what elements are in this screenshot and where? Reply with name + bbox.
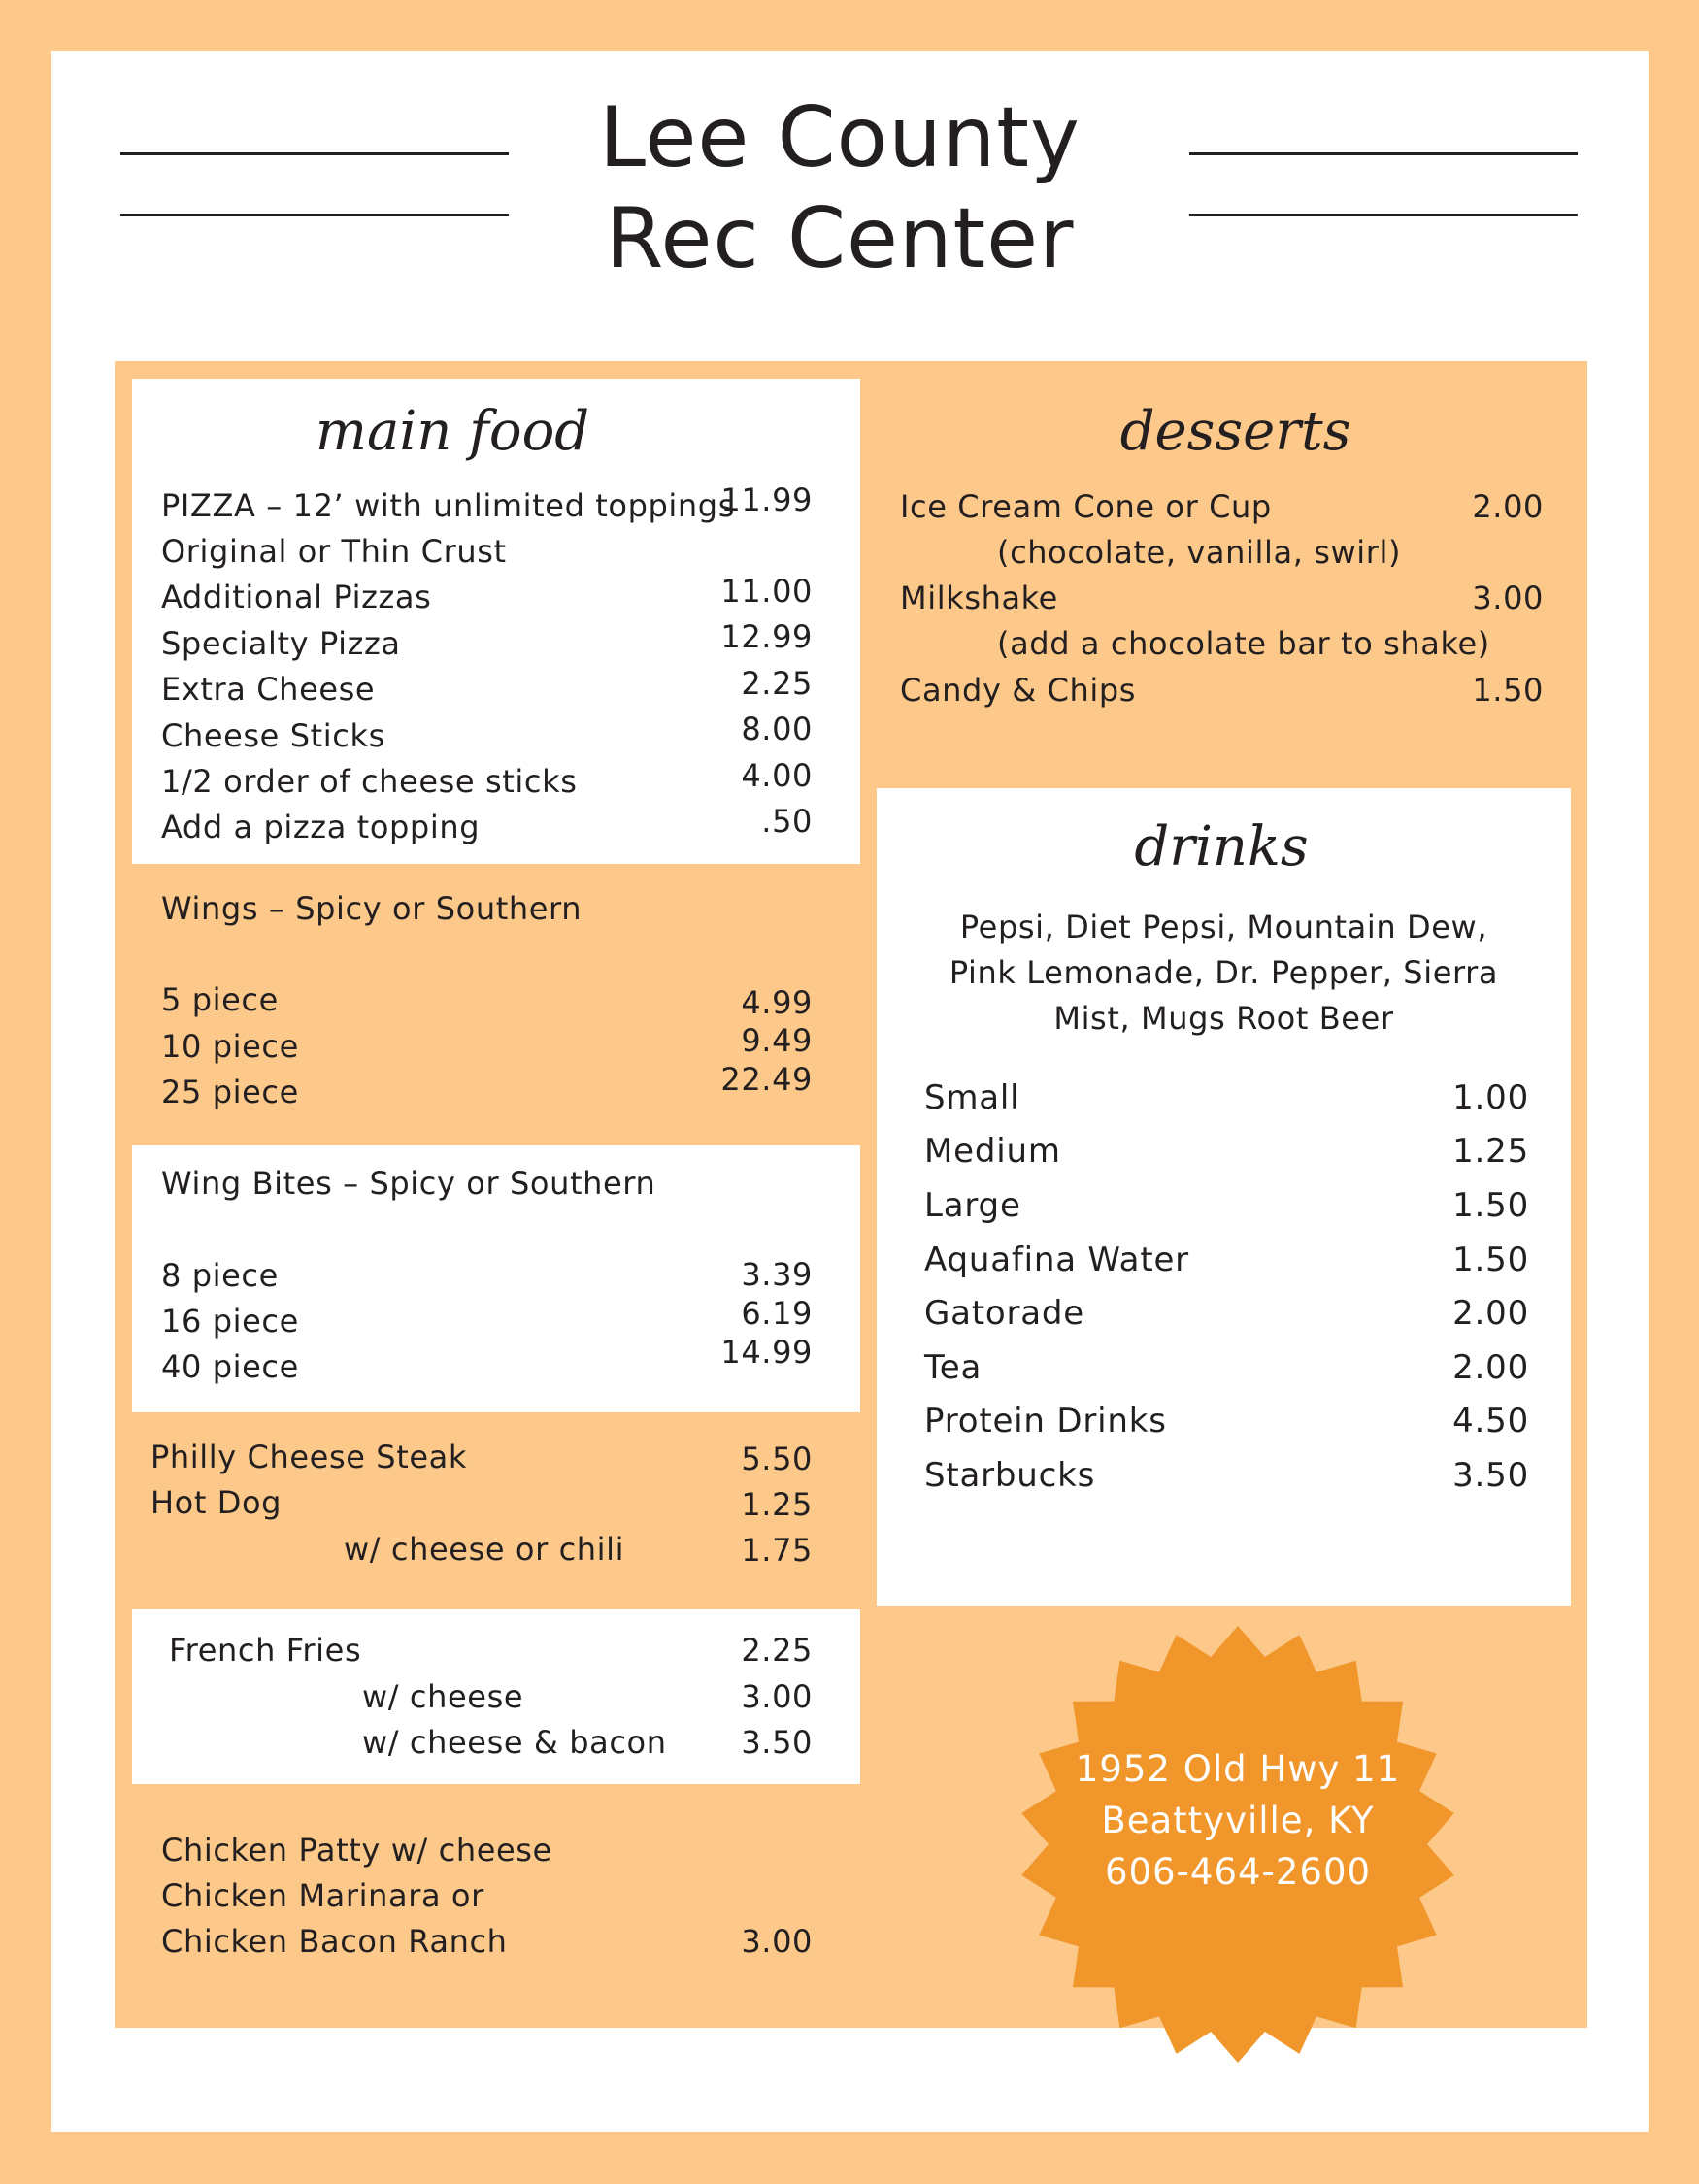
drink-price: 2.00 (1452, 1348, 1529, 1387)
menu-item: 40 piece (161, 1348, 299, 1385)
menu-item: Chicken Bacon Ranch (161, 1923, 508, 1960)
menu-price: 6.19 (741, 1295, 813, 1332)
menu-item: Chicken Patty w/ cheese (161, 1832, 552, 1869)
menu-price: 14.99 (720, 1334, 813, 1371)
drink-price: 3.50 (1452, 1456, 1529, 1495)
drinks-heading: drinks (1134, 815, 1309, 878)
menu-item-note: (add a chocolate bar to shake) (997, 625, 1490, 662)
menu-price: 11.00 (720, 573, 813, 610)
menu-item: w/ cheese & bacon (362, 1724, 667, 1761)
address-phone: 606-464-2600 (1104, 1851, 1372, 1893)
menu-price: 3.00 (741, 1678, 813, 1715)
drink-item: Starbucks (924, 1456, 1096, 1495)
menu-price: 4.99 (741, 984, 813, 1021)
menu-item: w/ cheese or chili (344, 1531, 625, 1568)
menu-price: 1.75 (741, 1532, 813, 1569)
drink-price: 1.00 (1452, 1078, 1529, 1117)
drink-price: 2.00 (1452, 1294, 1529, 1333)
header-rule (120, 152, 509, 155)
menu-price: 1.25 (741, 1486, 813, 1523)
menu-item: Original or Thin Crust (161, 533, 507, 570)
drink-price: 1.25 (1452, 1132, 1529, 1171)
title-line-1: Lee County (599, 89, 1081, 186)
menu-price: 8.00 (741, 711, 813, 747)
header-rule (1189, 214, 1578, 216)
menu-price: 2.25 (741, 665, 813, 702)
menu-price: 3.00 (741, 1923, 813, 1960)
address-city: Beattyville, KY (1101, 1800, 1375, 1841)
menu-price: 22.49 (720, 1061, 813, 1098)
menu-item: Extra Cheese (161, 671, 376, 708)
menu-price: 11.99 (720, 481, 813, 518)
wing-bites-title: Wing Bites – Spicy or Southern (161, 1165, 656, 1202)
drink-price: 1.50 (1452, 1241, 1529, 1279)
title-line-2: Rec Center (605, 190, 1075, 287)
main-food-heading: main food (315, 400, 590, 463)
menu-item: 25 piece (161, 1074, 299, 1110)
drink-brands: Pepsi, Diet Pepsi, Mountain Dew, (959, 909, 1488, 945)
wings-title: Wings – Spicy or Southern (161, 890, 583, 927)
drink-price: 4.50 (1452, 1402, 1529, 1440)
page-title (505, 87, 1175, 289)
menu-item: 1/2 order of cheese sticks (161, 763, 578, 800)
menu-price: .50 (761, 803, 813, 840)
menu-item: 5 piece (161, 981, 279, 1018)
menu-item: Candy & Chips (900, 672, 1137, 709)
menu-price: 5.50 (741, 1440, 813, 1477)
desserts-heading: desserts (1119, 400, 1351, 463)
menu-price: 3.50 (741, 1724, 813, 1761)
menu-price: 1.50 (1472, 672, 1544, 709)
menu-price: 2.25 (741, 1632, 813, 1669)
drink-brands: Mist, Mugs Root Beer (1053, 1000, 1394, 1037)
menu-item: Ice Cream Cone or Cup (900, 488, 1272, 525)
menu-item: Cheese Sticks (161, 717, 385, 754)
drink-brands: Pink Lemonade, Dr. Pepper, Sierra (949, 954, 1499, 991)
menu-item: Hot Dog (150, 1484, 283, 1521)
menu-price: 4.00 (741, 757, 813, 794)
menu-item: PIZZA – 12’ with unlimited toppings (161, 487, 735, 524)
menu-item: 16 piece (161, 1303, 299, 1340)
menu-item: 10 piece (161, 1028, 299, 1065)
header-rule (120, 214, 509, 216)
drink-item: Gatorade (924, 1294, 1085, 1333)
menu-price: 9.49 (741, 1022, 813, 1059)
menu-price: 3.39 (741, 1256, 813, 1293)
menu-price: 3.00 (1472, 579, 1544, 616)
menu-item: Add a pizza topping (161, 809, 481, 845)
menu-item: Chicken Marinara or (161, 1877, 484, 1914)
menu-item: Additional Pizzas (161, 579, 432, 615)
drink-item: Protein Drinks (924, 1402, 1167, 1440)
menu-item: Milkshake (900, 579, 1058, 616)
menu-item: Philly Cheese Steak (150, 1439, 467, 1475)
menu-item: 8 piece (161, 1257, 279, 1294)
drink-price: 1.50 (1452, 1186, 1529, 1225)
drink-item: Medium (924, 1132, 1061, 1171)
menu-item-note: (chocolate, vanilla, swirl) (997, 534, 1402, 571)
menu-price: 12.99 (720, 618, 813, 655)
drink-item: Tea (924, 1348, 983, 1387)
drink-item: Small (924, 1078, 1020, 1117)
drink-item: Large (924, 1186, 1021, 1225)
menu-item: w/ cheese (362, 1678, 524, 1715)
drink-item: Aquafina Water (924, 1241, 1189, 1279)
menu-item: Specialty Pizza (161, 625, 401, 662)
header-rule (1189, 152, 1578, 155)
menu-item: French Fries (169, 1632, 362, 1669)
address-street: 1952 Old Hwy 11 (1075, 1748, 1401, 1790)
menu-price: 2.00 (1472, 488, 1544, 525)
